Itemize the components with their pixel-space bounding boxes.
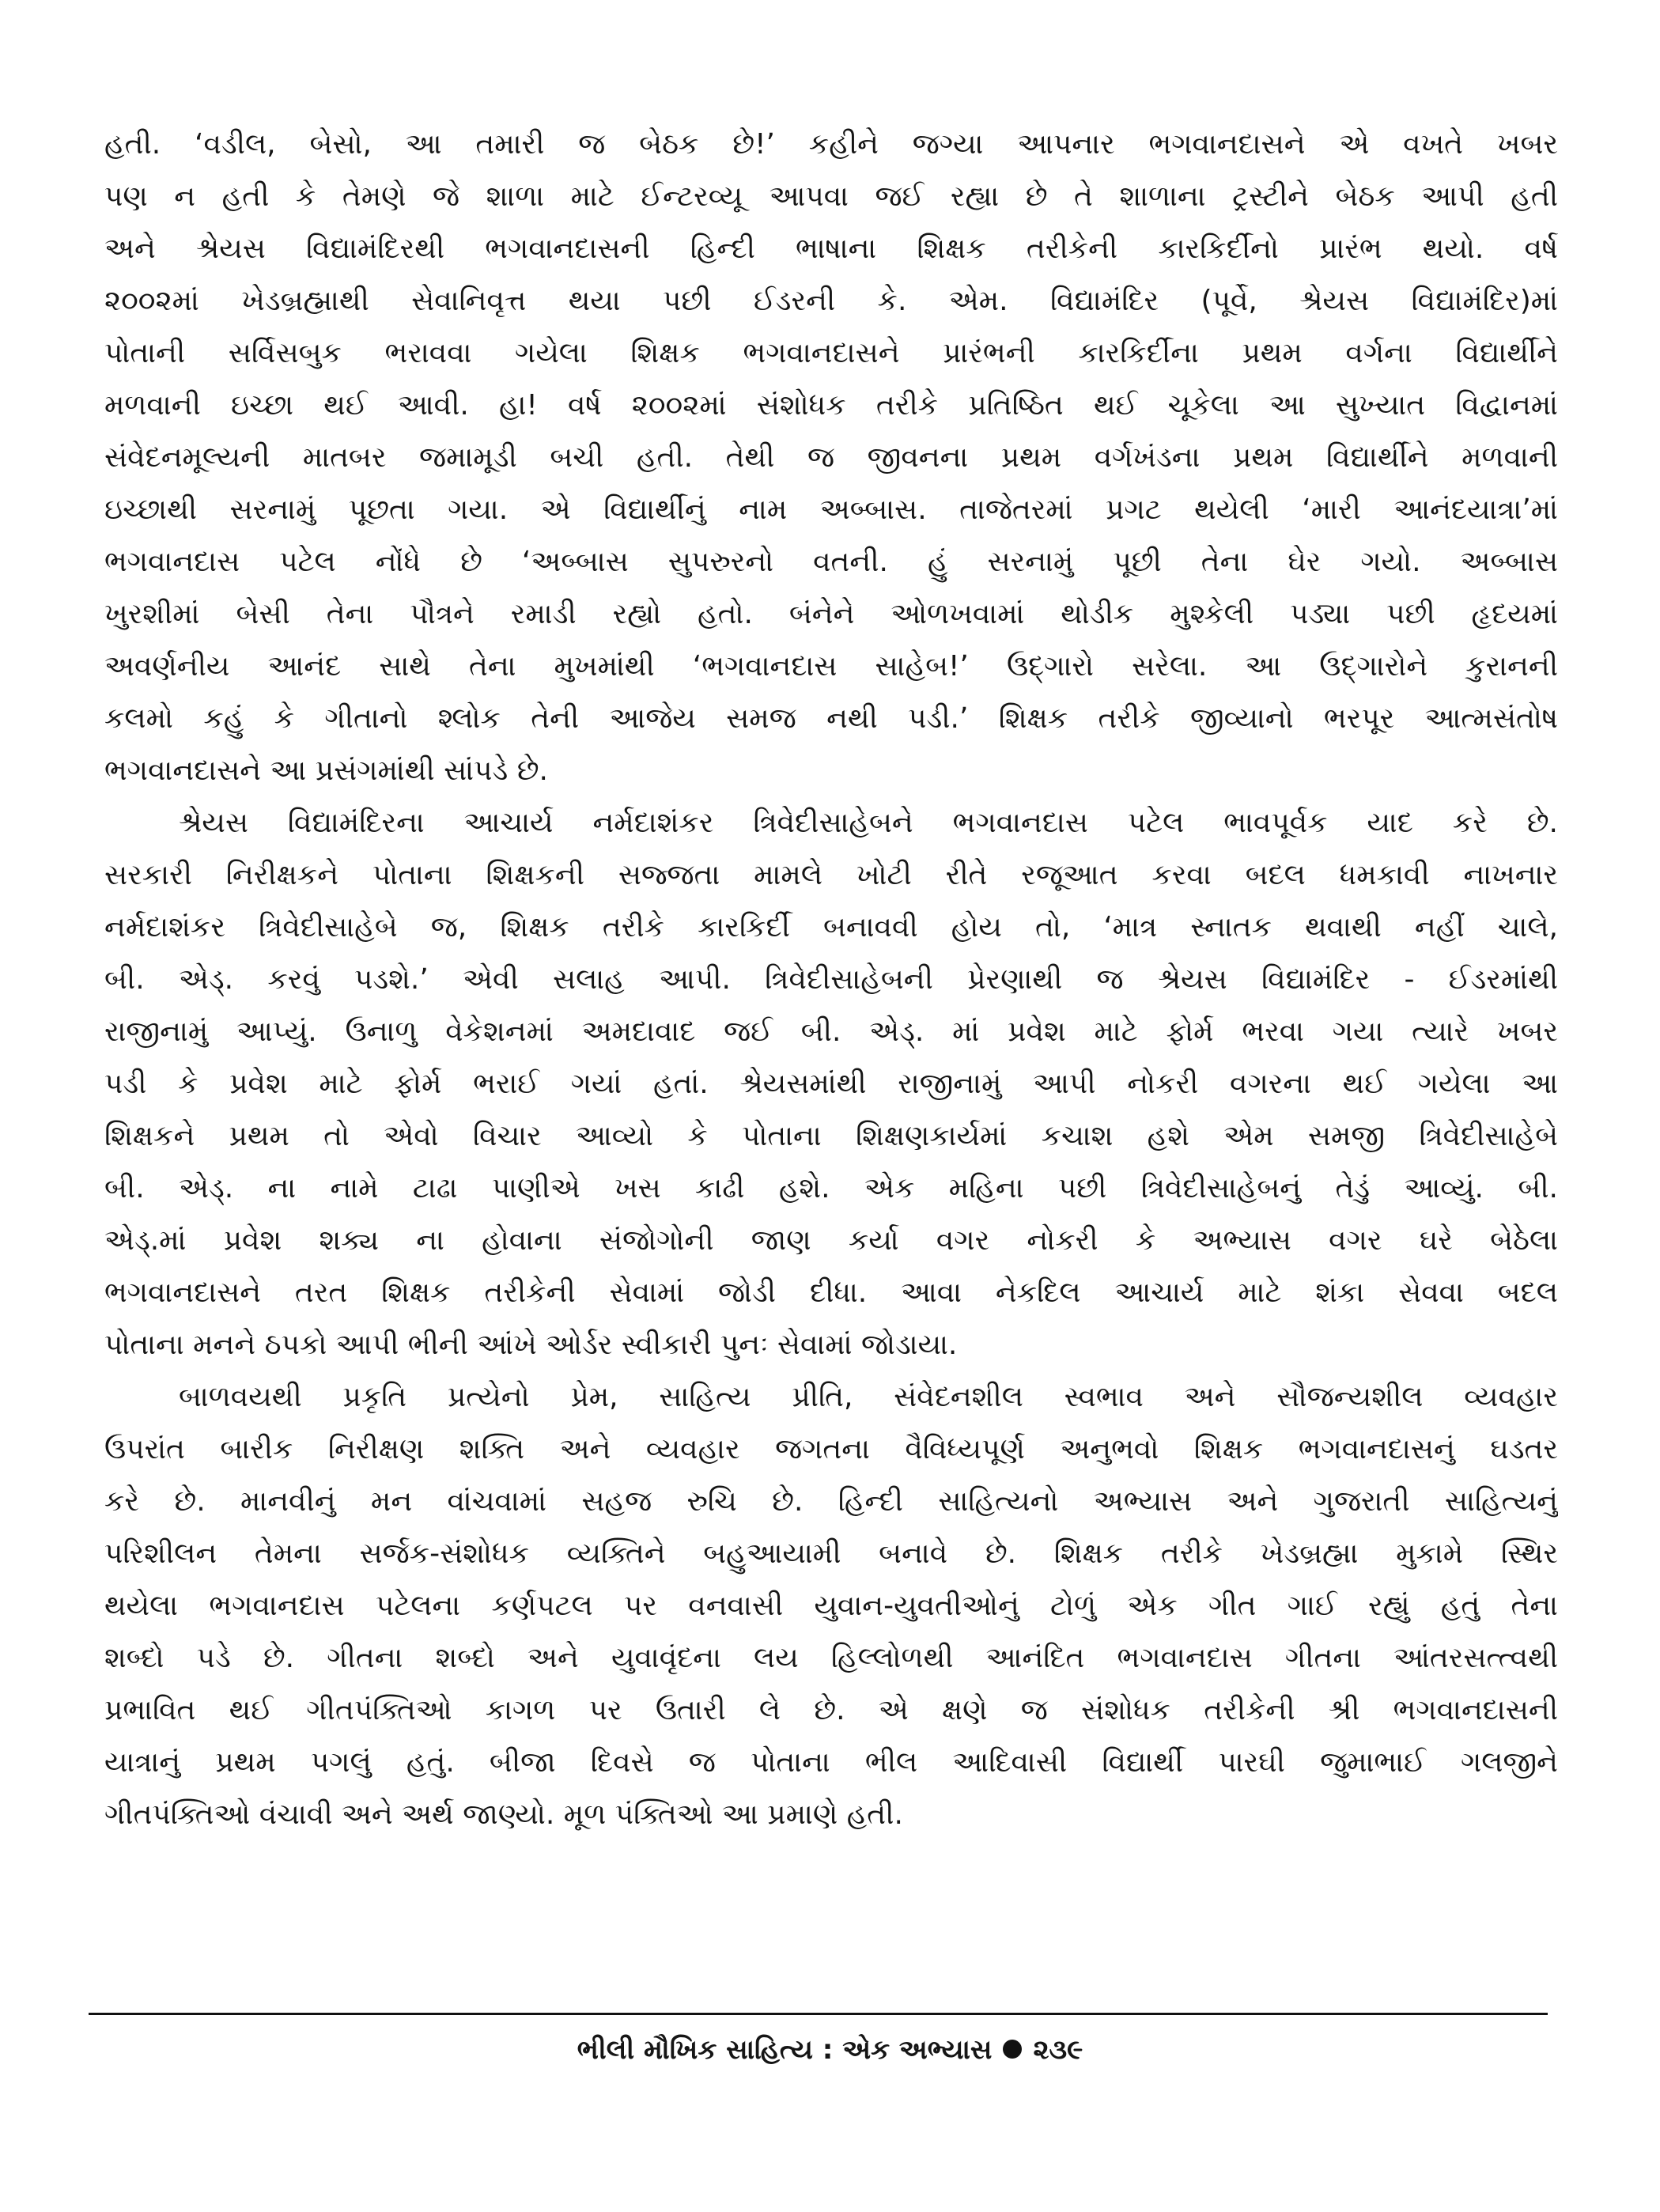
text-line: પોતાની સર્વિસબુક ભરાવવા ગયેલા શિક્ષક ભગવાનદાસને પ્રારંભની કારકિર્દીના પ્રથમ વર્ગના વિદ્યાર્થીને — [104, 337, 1558, 369]
book-title: ભીલી મૌખિક સાહિત્ય : એક અભ્યાસ — [577, 2034, 993, 2066]
text-line: યાત્રાનું પ્રથમ પગલું હતું. બીજા દિવસે જ પોતાના ભીલ આદિવાસી વિદ્યાર્થી પારઘી જુમાભાઈ ગલજીને — [104, 1746, 1558, 1779]
page-footer — [0, 2030, 1660, 2070]
text-line: મળવાની ઇચ્છા થઈ આવી. હા! વર્ષ ૨૦૦૨માં સંશોધક તરીકે પ્રતિષ્ઠિત થઈ ચૂકેલા આ સુખ્યાત વિદ્વાનમાં — [104, 389, 1558, 422]
footer-rule — [89, 2013, 1548, 2015]
text-line: ખુરશીમાં બેસી તેના પૌત્રને રમાડી રહ્યો હતો. બંનેને ઓળખવામાં થોડીક મુશ્કેલી પડ્યા પછી હૃદયમાં — [104, 598, 1558, 630]
text-line: બી. એડ્. કરવું પડશે.’ એવી સલાહ આપી. ત્રિવેદીસાહેબની પ્રેરણાથી જ શ્રેયસ વિદ્યામંદિર - ઈડરમાંથી — [104, 963, 1558, 996]
text-line: પણ ન હતી કે તેમણે જે શાળા માટે ઈન્ટરવ્યૂ આપવા જઈ રહ્યા છે તે શાળાના ટ્રસ્ટીને બેઠક આપી હતી — [104, 180, 1558, 213]
text-line: પડી કે પ્રવેશ માટે ફોર્મ ભરાઈ ગયાં હતાં. શ્રેયસમાંથી રાજીનામું આપી નોકરી વગરના થઈ ગયેલા આ — [104, 1068, 1558, 1100]
paragraph — [104, 119, 1558, 797]
text-line: ઉપરાંત બારીક નિરીક્ષણ શક્તિ અને વ્યવહાર જગતના વૈવિધ્યપૂર્ણ અનુભવો શિક્ષક ભગવાનદાસનું ઘડતર — [104, 1433, 1558, 1465]
text-line: થયેલા ભગવાનદાસ પટેલના કર્ણપટલ પર વનવાસી યુવાન-યુવતીઓનું ટોળું એક ગીત ગાઈ રહ્યું હતું તેના — [104, 1590, 1558, 1622]
text-line: સરકારી નિરીક્ષકને પોતાના શિક્ષકની સજ્જતા મામલે ખોટી રીતે રજૂઆત કરવા બદલ ધમકાવી નાખનાર — [104, 859, 1558, 891]
text-line: ભગવાનદાસ પટેલ નોંધે છે ‘અબ્બાસ સુપરુરનો વતની. હું સરનામું પૂછી તેના ઘેર ગયો. અબ્બાસ — [104, 546, 1558, 578]
body-text — [104, 119, 1558, 1841]
text-line: શિક્ષકને પ્રથમ તો એવો વિચાર આવ્યો કે પોતાના શિક્ષણકાર્યમાં કચાશ હશે એમ સમજી ત્રિવેદીસાહેબે — [104, 1120, 1558, 1152]
text-line: પરિશીલન તેમના સર્જક-સંશોધક વ્યક્તિને બહુઆયામી બનાવે છે. શિક્ષક તરીકે ખેડબ્રહ્મા મુકામે સ્થિર — [104, 1537, 1558, 1570]
text-line: કરે છે. માનવીનું મન વાંચવામાં સહજ રુચિ છે. હિન્દી સાહિત્યનો અભ્યાસ અને ગુજરાતી સાહિત્યનું — [104, 1485, 1558, 1518]
text-line: એડ્.માં પ્રવેશ શક્ય ના હોવાના સંજોગોની જાણ કર્યા વગર નોકરી કે અભ્યાસ વગર ઘરે બેઠેલા — [104, 1224, 1558, 1257]
text-line: બાળવયથી પ્રકૃતિ પ્રત્યેનો પ્રેમ, સાહિત્ય પ્રીતિ, સંવેદનશીલ સ્વભાવ અને સૌજન્યશીલ વ્યવહાર — [179, 1381, 1558, 1413]
text-line: હતી. ‘વડીલ, બેસો, આ તમારી જ બેઠક છે!’ કહીને જગ્યા આપનાર ભગવાનદાસને એ વખતે ખબર — [104, 128, 1558, 161]
text-line: અને શ્રેયસ વિદ્યામંદિરથી ભગવાનદાસની હિન્દી ભાષાના શિક્ષક તરીકેની કારકિર્દીનો પ્રારંભ થયો. વર્ષ — [104, 233, 1558, 265]
text-line: ભગવાનદાસને આ પ્રસંગમાંથી સાંપડે છે. — [104, 754, 548, 787]
paragraph — [104, 797, 1558, 1371]
text-line: સંવેદનમૂલ્યની માતબર જમામૂડી બચી હતી. તેથી જ જીવનના પ્રથમ વર્ગખંડના પ્રથમ વિદ્યાર્થીને મળવાની — [104, 441, 1558, 474]
bullet-dot-icon — [1003, 2040, 1022, 2059]
text-line: કલમો કહું કે ગીતાનો શ્લોક તેની આજેય સમજ નથી પડી.’ શિક્ષક તરીકે જીવ્યાનો ભરપૂર આત્મસંતોષ — [104, 702, 1558, 735]
text-line: બી. એડ્. ના નામે ટાઢા પાણીએ ખસ કાઢી હશે. એક મહિના પછી ત્રિવેદીસાહેબનું તેડું આવ્યું. બી. — [104, 1172, 1558, 1204]
text-line: રાજીનામું આપ્યું. ઉનાળુ વેકેશનમાં અમદાવાદ જઈ બી. એડ્. માં પ્રવેશ માટે ફોર્મ ભરવા ગયા ત્યારે ખબર — [104, 1015, 1558, 1048]
paragraph — [104, 1371, 1558, 1841]
text-line: પ્રભાવિત થઈ ગીતપંક્તિઓ કાગળ પર ઉતારી લે છે. એ ક્ષણે જ સંશોધક તરીકેની શ્રી ભગવાનદાસની — [104, 1694, 1558, 1726]
text-line: ઇચ્છાથી સરનામું પૂછતા ગયા. એ વિદ્યાર્થીનું નામ અબ્બાસ. તાજેતરમાં પ્રગટ થયેલી ‘મારી આનંદયાત્રા’માં — [104, 493, 1558, 526]
text-line: ગીતપંક્તિઓ વંચાવી અને અર્થ જાણ્યો. મૂળ પંક્તિઓ આ પ્રમાણે હતી. — [104, 1798, 903, 1831]
text-line: નર્મદાશંકર ત્રિવેદીસાહેબે જ, શિક્ષક તરીકે કારકિર્દી બનાવવી હોય તો, ‘માત્ર સ્નાતક થવાથી નહીં ચાલે, — [104, 911, 1558, 943]
text-line: શ્રેયસ વિદ્યામંદિરના આચાર્ય નર્મદાશંકર ત્રિવેદીસાહેબને ભગવાનદાસ પટેલ ભાવપૂર્વક યાદ કરે છે. — [179, 807, 1558, 839]
text-line: ૨૦૦૨માં ખેડબ્રહ્માથી સેવાનિવૃત્ત થયા પછી ઈડરની કે. એમ. વિદ્યામંદિર (પૂર્વે, શ્રેયસ વિદ્યામંદિર)માં — [104, 285, 1558, 317]
text-line: પોતાના મનને ઠપકો આપી ભીની આંખે ઓર્ડર સ્વીકારી પુનઃ સેવામાં જોડાયા. — [104, 1329, 958, 1361]
page-number: ૨૩૯ — [1033, 2034, 1083, 2066]
text-line: અવર્ણનીય આનંદ સાથે તેના મુખમાંથી ‘ભગવાનદાસ સાહેબ!’ ઉદ્ગારો સરેલા. આ ઉદ્ગારોને કુરાનની — [104, 650, 1558, 683]
text-line: ભગવાનદાસને તરત શિક્ષક તરીકેની સેવામાં જોડી દીધા. આવા નેકદિલ આચાર્ય માટે શંકા સેવવા બદલ — [104, 1276, 1558, 1309]
text-line: શબ્દો પડે છે. ગીતના શબ્દો અને યુવાવૃંદના લય હિલ્લોળથી આનંદિત ભગવાનદાસ ગીતના આંતરસત્ત્વથી — [104, 1642, 1558, 1674]
